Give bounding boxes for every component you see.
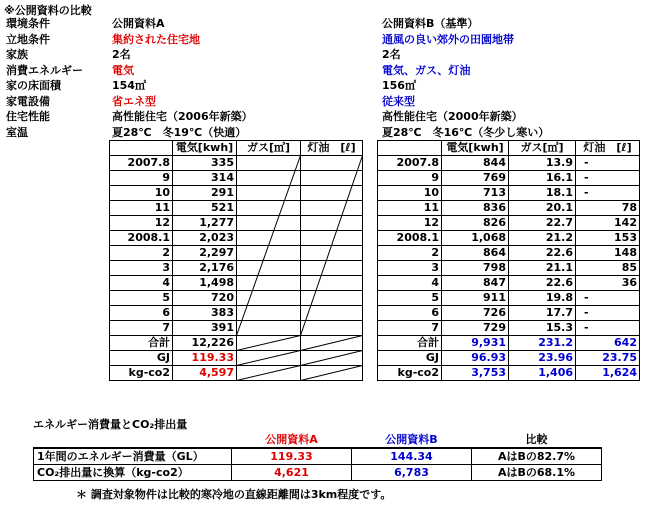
gas-cell	[237, 246, 301, 261]
electricity-cell: 3,753	[442, 366, 509, 381]
attribute-value-a: 夏28℃ 冬19℃（快適）	[112, 125, 247, 139]
month-cell: 9	[110, 171, 173, 186]
electricity-cell: 335	[173, 156, 237, 171]
gas-cell	[237, 156, 301, 171]
electricity-cell: 729	[442, 321, 509, 336]
summary-row-label: 1年間のエネルギー消費量（GL）	[34, 448, 232, 465]
electricity-cell: 314	[173, 171, 237, 186]
kerosene-cell: -	[576, 156, 640, 171]
gas-cell	[237, 216, 301, 231]
attribute-label: 消費エネルギー	[6, 63, 83, 77]
kerosene-cell	[301, 291, 363, 306]
summary-header-b: 公開資料B	[352, 432, 472, 448]
kerosene-cell: 36	[576, 276, 640, 291]
electricity-cell: 2,297	[173, 246, 237, 261]
footnote: ＊ 調査対象物件は比較的寒冷地の直線距離間は3km程度です。	[76, 488, 392, 501]
kerosene-cell	[301, 321, 363, 336]
table-row	[110, 201, 363, 216]
month-cell: 2008.1	[378, 231, 442, 246]
attribute-value-a: 公開資料A	[112, 17, 165, 30]
electricity-cell: 521	[173, 201, 237, 216]
month-cell: 7	[110, 321, 173, 336]
gas-cell	[237, 186, 301, 201]
table-summary-row	[110, 366, 363, 381]
month-cell: 11	[110, 201, 173, 216]
electricity-cell: 798	[442, 261, 509, 276]
kerosene-cell	[301, 306, 363, 321]
electricity-cell: 2,176	[173, 261, 237, 276]
kerosene-cell	[301, 216, 363, 231]
attribute-value-b: 電気、ガス、灯油	[382, 63, 471, 77]
gas-cell	[237, 201, 301, 216]
electricity-cell: 2,023	[173, 231, 237, 246]
electricity-cell: 911	[442, 291, 509, 306]
gas-cell	[237, 336, 301, 351]
summary-label-cell: 合計	[110, 336, 173, 351]
attribute-value-b: 2名	[382, 48, 401, 61]
kerosene-cell	[301, 186, 363, 201]
table-row	[110, 186, 363, 201]
summary-header-a: 公開資料A	[232, 432, 352, 448]
kerosene-cell	[301, 366, 363, 381]
table-header-blank	[378, 141, 442, 156]
table-header-blank	[110, 141, 173, 156]
attribute-label: 室温	[6, 125, 28, 139]
summary-header-compare: 比較	[472, 432, 602, 448]
month-cell: 10	[378, 186, 442, 201]
electricity-cell: 96.93	[442, 351, 509, 366]
month-cell: 7	[378, 321, 442, 336]
attribute-label: 環境条件	[6, 17, 50, 30]
summary-row-label: CO₂排出量に換算（kg-co2）	[34, 465, 232, 481]
attribute-value-b: 公開資料B（基準）	[382, 17, 479, 30]
kerosene-cell	[301, 351, 363, 366]
electricity-cell: 383	[173, 306, 237, 321]
gas-cell: 1,406	[509, 366, 576, 381]
gas-cell: 20.1	[509, 201, 576, 216]
kerosene-cell: -	[576, 291, 640, 306]
electricity-cell: 836	[442, 201, 509, 216]
summary-title: エネルギー消費量とCO₂排出量	[33, 418, 188, 431]
kerosene-cell: 23.75	[576, 351, 640, 366]
attribute-value-b: 通風の良い郊外の田園地帯	[382, 32, 514, 46]
summary-row-b: 144.34	[352, 448, 472, 465]
gas-cell: 18.1	[509, 186, 576, 201]
electricity-cell: 4,597	[173, 366, 237, 381]
month-cell: 2008.1	[110, 231, 173, 246]
summary-row-b: 6,783	[352, 465, 472, 481]
gas-cell	[237, 351, 301, 366]
kerosene-cell	[301, 261, 363, 276]
month-cell: 11	[378, 201, 442, 216]
month-cell: 9	[378, 171, 442, 186]
table-row	[378, 306, 640, 321]
kerosene-cell: -	[576, 171, 640, 186]
attribute-label: 住宅性能	[6, 110, 50, 123]
electricity-cell: 291	[173, 186, 237, 201]
attribute-row	[6, 32, 646, 48]
electricity-cell: 1,068	[442, 231, 509, 246]
page-title: ※公開資料の比較	[4, 4, 92, 17]
month-cell: 5	[110, 291, 173, 306]
kerosene-cell	[301, 231, 363, 246]
electricity-cell: 844	[442, 156, 509, 171]
table-header-cell: 電気[kwh]	[442, 141, 509, 156]
gas-cell	[237, 276, 301, 291]
attribute-row	[6, 125, 646, 141]
kerosene-cell: 1,624	[576, 366, 640, 381]
summary-label-cell: GJ	[378, 351, 442, 366]
kerosene-cell	[301, 246, 363, 261]
gas-cell	[237, 291, 301, 306]
attribute-row	[6, 16, 646, 32]
month-cell: 5	[378, 291, 442, 306]
month-cell: 2	[110, 246, 173, 261]
table-row	[378, 216, 640, 231]
month-cell: 4	[110, 276, 173, 291]
table-row	[110, 261, 363, 276]
table-row	[378, 231, 640, 246]
kerosene-cell: 142	[576, 216, 640, 231]
kerosene-cell	[301, 171, 363, 186]
attribute-value-b: 従来型	[382, 94, 415, 108]
table-row	[110, 216, 363, 231]
kerosene-cell: 85	[576, 261, 640, 276]
gas-cell: 22.7	[509, 216, 576, 231]
month-cell: 2007.8	[110, 156, 173, 171]
attribute-value-a: 2名	[112, 48, 131, 61]
month-cell: 10	[110, 186, 173, 201]
table-header-cell: ガス[㎥]	[237, 141, 301, 156]
electricity-cell: 1,498	[173, 276, 237, 291]
month-cell: 2	[378, 246, 442, 261]
table-row	[378, 321, 640, 336]
gas-cell: 16.1	[509, 171, 576, 186]
table-row	[110, 156, 363, 171]
attribute-value-b: 156㎡	[382, 79, 416, 92]
electricity-cell: 826	[442, 216, 509, 231]
summary-label-cell: kg-co2	[378, 366, 442, 381]
table-a	[109, 140, 363, 381]
attribute-value-a: 高性能住宅（2006年新築）	[112, 110, 253, 123]
kerosene-cell: 642	[576, 336, 640, 351]
electricity-cell: 119.33	[173, 351, 237, 366]
gas-cell: 17.7	[509, 306, 576, 321]
attribute-row	[6, 63, 646, 79]
month-cell: 2007.8	[378, 156, 442, 171]
kerosene-cell: -	[576, 306, 640, 321]
attribute-row	[6, 94, 646, 110]
kerosene-cell	[301, 201, 363, 216]
attribute-value-a: 省エネ型	[112, 94, 156, 108]
table-summary-row	[110, 351, 363, 366]
summary-row-compare: AはBの68.1%	[472, 465, 602, 481]
table-row	[110, 231, 363, 246]
kerosene-cell: 153	[576, 231, 640, 246]
gas-cell	[237, 231, 301, 246]
summary-label-cell: kg-co2	[110, 366, 173, 381]
electricity-cell: 1,277	[173, 216, 237, 231]
summary-header-blank	[34, 432, 232, 448]
table-row	[110, 246, 363, 261]
table-row	[110, 306, 363, 321]
table-row	[378, 186, 640, 201]
attribute-row	[6, 47, 646, 63]
table-summary-row	[378, 366, 640, 381]
kerosene-cell	[301, 276, 363, 291]
kerosene-cell: 78	[576, 201, 640, 216]
month-cell: 12	[110, 216, 173, 231]
attribute-value-b: 高性能住宅（2000年新築）	[382, 110, 523, 123]
attribute-label: 家の床面積	[6, 79, 61, 92]
month-cell: 6	[378, 306, 442, 321]
attribute-label: 家族	[6, 48, 28, 61]
month-cell: 4	[378, 276, 442, 291]
gas-cell: 21.1	[509, 261, 576, 276]
table-row	[378, 201, 640, 216]
gas-cell	[237, 366, 301, 381]
kerosene-cell	[301, 156, 363, 171]
table-b	[377, 140, 640, 381]
summary-label-cell: 合計	[378, 336, 442, 351]
electricity-cell: 847	[442, 276, 509, 291]
attribute-label: 立地条件	[6, 32, 50, 46]
table-row	[110, 171, 363, 186]
attribute-row	[6, 78, 646, 94]
summary-row-a: 4,621	[232, 465, 352, 481]
month-cell: 6	[110, 306, 173, 321]
month-cell: 3	[378, 261, 442, 276]
kerosene-cell: -	[576, 186, 640, 201]
table-row	[110, 291, 363, 306]
gas-cell	[237, 261, 301, 276]
table-row	[378, 171, 640, 186]
electricity-cell: 864	[442, 246, 509, 261]
attribute-value-a: 154㎡	[112, 79, 146, 92]
attribute-value-a: 電気	[112, 63, 134, 77]
table-row	[110, 321, 363, 336]
gas-cell: 22.6	[509, 276, 576, 291]
kerosene-cell: 148	[576, 246, 640, 261]
table-row	[378, 156, 640, 171]
table-row	[378, 261, 640, 276]
attribute-value-b: 夏28℃ 冬16℃（冬少し寒い）	[382, 125, 550, 139]
gas-cell: 13.9	[509, 156, 576, 171]
attribute-value-a: 集約された住宅地	[112, 32, 200, 46]
month-cell: 3	[110, 261, 173, 276]
gas-cell: 15.3	[509, 321, 576, 336]
electricity-cell: 391	[173, 321, 237, 336]
electricity-cell: 720	[173, 291, 237, 306]
summary-row-a: 119.33	[232, 448, 352, 465]
attribute-row	[6, 109, 646, 125]
table-summary-row	[110, 336, 363, 351]
gas-cell: 22.6	[509, 246, 576, 261]
gas-cell: 23.96	[509, 351, 576, 366]
gas-cell	[237, 171, 301, 186]
gas-cell	[237, 321, 301, 336]
table-row	[378, 291, 640, 306]
summary-table	[33, 432, 602, 481]
gas-cell	[237, 306, 301, 321]
electricity-cell: 12,226	[173, 336, 237, 351]
table-row	[110, 276, 363, 291]
table-row	[378, 246, 640, 261]
electricity-cell: 9,931	[442, 336, 509, 351]
table-summary-row	[378, 336, 640, 351]
table-header-cell: ガス[㎥]	[509, 141, 576, 156]
electricity-cell: 726	[442, 306, 509, 321]
summary-row-compare: AはBの82.7%	[472, 448, 602, 465]
gas-cell: 19.8	[509, 291, 576, 306]
gas-cell: 231.2	[509, 336, 576, 351]
attribute-label: 家電設備	[6, 94, 50, 108]
kerosene-cell	[301, 336, 363, 351]
table-header-cell: 灯油 [ℓ]	[301, 141, 363, 156]
electricity-cell: 769	[442, 171, 509, 186]
summary-label-cell: GJ	[110, 351, 173, 366]
table-row	[378, 276, 640, 291]
month-cell: 12	[378, 216, 442, 231]
table-header-cell: 電気[kwh]	[173, 141, 237, 156]
table-summary-row	[378, 351, 640, 366]
gas-cell: 21.2	[509, 231, 576, 246]
table-header-cell: 灯油 [ℓ]	[576, 141, 640, 156]
electricity-cell: 713	[442, 186, 509, 201]
kerosene-cell: -	[576, 321, 640, 336]
